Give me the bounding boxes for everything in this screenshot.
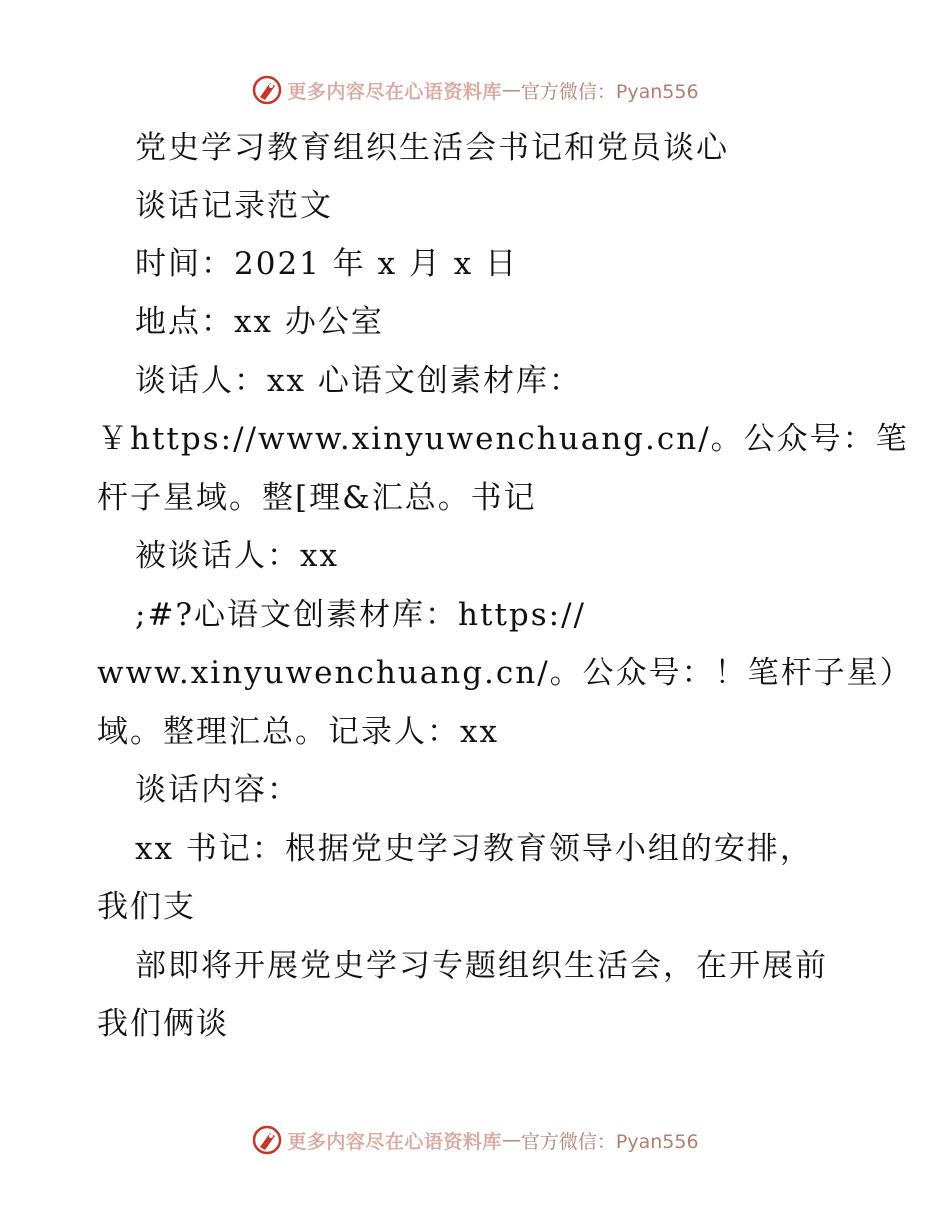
content-paragraph-line-1: xx 书记：根据党史学习教育领导小组的安排， [135,831,813,867]
content-heading: 谈话内容： [135,772,300,808]
document-title-line-1: 党史学习教育组织生活会书记和党员谈心 [135,130,729,166]
watermark-separator: — [501,79,521,101]
content-paragraph-line-4: 我们俩谈 [97,1006,229,1042]
header-watermark [0,70,950,110]
content-paragraph-line-3: 部即将开展党史学习专题组织生活会，在开展前 [135,948,828,984]
source-note-line-2: www.xinyuwenchuang.cn/。公众号：！笔杆子星） [97,655,913,691]
pen-nib-icon [251,74,283,106]
interviewer-line: 谈话人：xx 心语文创素材库： [135,363,582,399]
content-paragraph-line-2: 我们支 [97,889,196,925]
meeting-time: 时间：2021 年 x 月 x 日 [135,246,519,282]
source-note-line-1: ;#?心语文创素材库：https:// [135,597,587,633]
watermark-brand-text: 更多内容尽在心语资料库 [287,80,502,103]
watermark-contact-text: 官方微信：Pyan556 [520,1130,699,1153]
interviewer-line-cont-2: 杆子星域。整[理&汇总。书记 [97,480,537,516]
footer-watermark [0,1120,950,1160]
meeting-location: 地点：xx 办公室 [135,304,384,340]
recorder-line: 域。整理汇总。记录人：xx [97,714,499,750]
pen-nib-icon [251,1124,283,1156]
interviewee-line: 被谈话人：xx [135,538,339,574]
watermark-separator: — [501,1129,521,1151]
watermark-contact-text: 官方微信：Pyan556 [520,80,699,103]
interviewer-line-cont-1: ￥https://www.xinyuwenchuang.cn/。公众号：笔 [97,421,909,457]
watermark-brand-text: 更多内容尽在心语资料库 [287,1130,502,1153]
document-title-line-2: 谈话记录范文 [135,188,333,224]
